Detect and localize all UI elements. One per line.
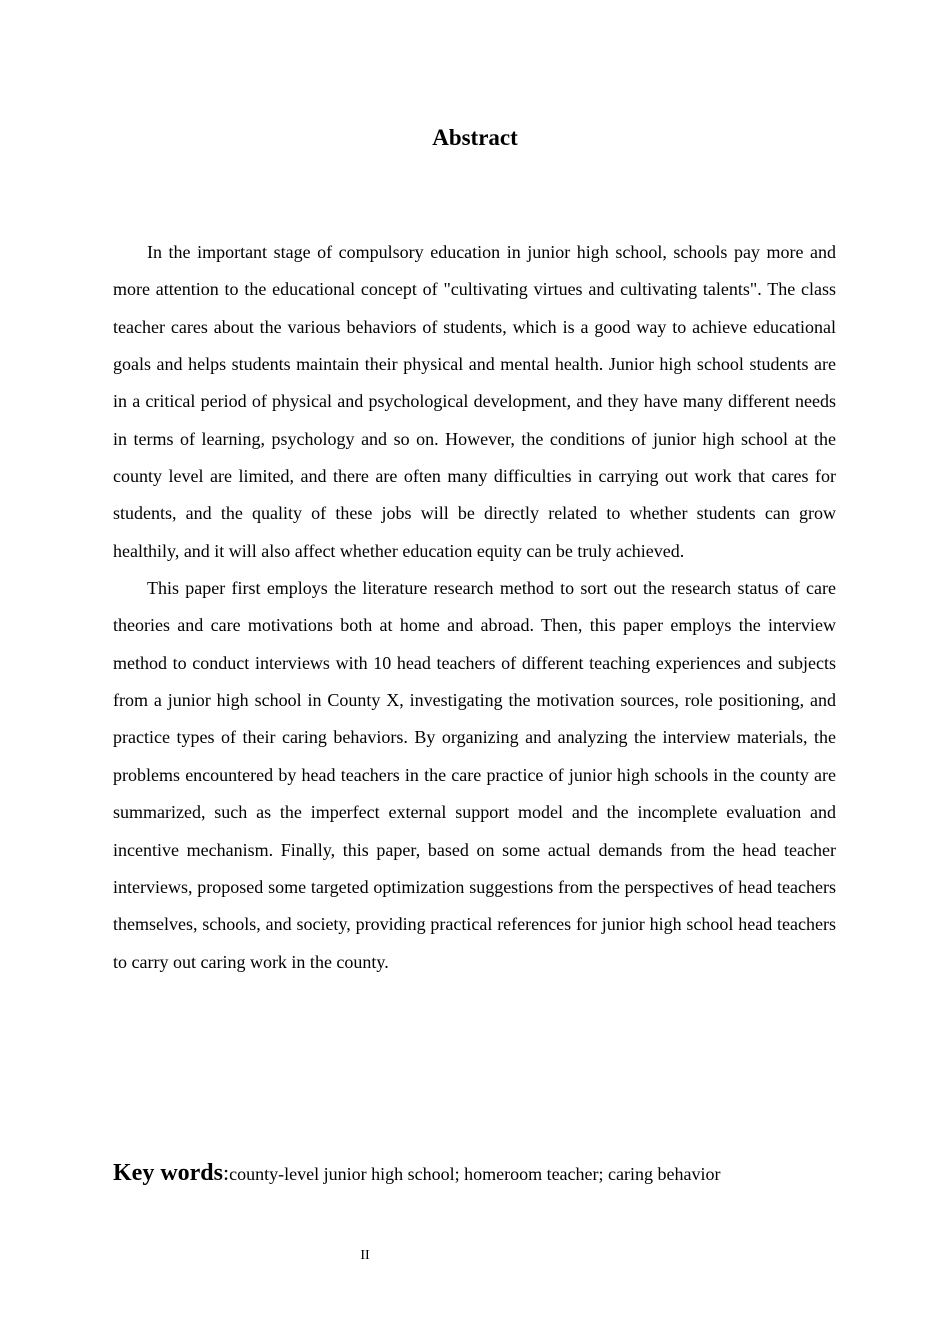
page-number: II — [360, 1248, 370, 1263]
abstract-body — [113, 234, 836, 981]
keywords-label: Key words — [113, 1160, 223, 1186]
keywords-line — [113, 1157, 853, 1192]
abstract-title: Abstract — [432, 125, 518, 150]
abstract-paragraph-1: In the important stage of compulsory education in junior high school, schools pay more and more attention to the educational concept of "cultivating virtues and cultivating talents". The class teacher cares about the various behaviors of students, which is a good way to achieve educational goals and helps students maintain their physical and mental health. Junior high school students are in a critical period of physical and psychological development, and they have many different needs in terms of learning, psychology and so on. However, the conditions of junior high school at the county level are limited, and there are often many difficulties in carrying out work that cares for students, and the quality of these jobs will be directly related to whether students can grow healthily, and it will also affect whether education equity can be truly achieved. — [113, 242, 836, 561]
keywords-value: county-level junior high school; homeroom teacher; caring behavior — [229, 1164, 721, 1184]
abstract-paragraph-2: This paper first employs the literature research method to sort out the research status of care theories and care motivations both at home and abroad. Then, this paper employs the interview method to conduct interviews with 10 head teachers of different teaching experiences and subjects from a junior high school in County X, investigating the motivation sources, role positioning, and practice types of their caring behaviors. By organizing and analyzing the interview materials, the problems encountered by head teachers in the care practice of junior high schools in the county are summarized, such as the imperfect external support model and the incomplete evaluation and incentive mechanism. Finally, this paper, based on some actual demands from the head teacher interviews, proposed some targeted optimization suggestions from the perspectives of head teachers themselves, schools, and society, providing practical references for junior high school head teachers to carry out caring work in the county. — [113, 578, 836, 972]
keywords-separator: : — [223, 1160, 230, 1185]
